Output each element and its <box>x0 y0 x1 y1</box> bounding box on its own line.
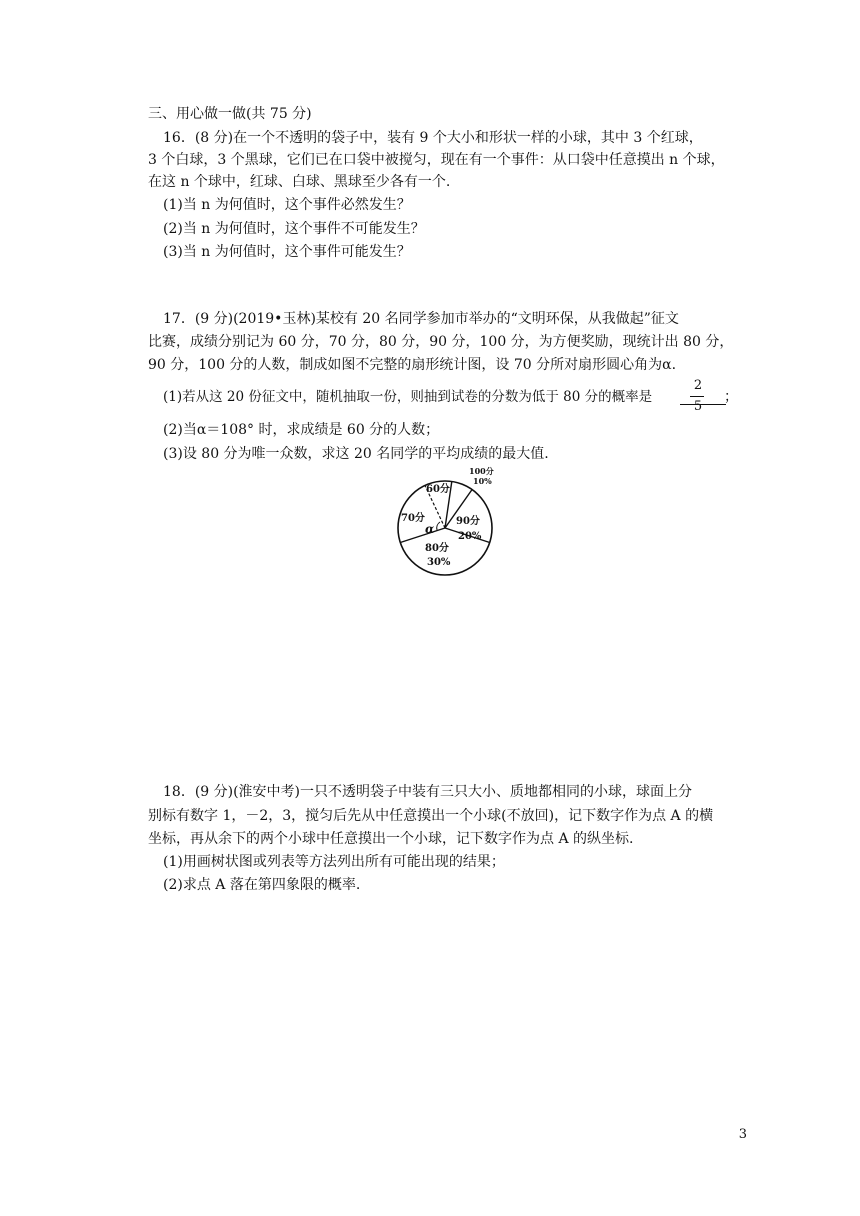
alpha-symbol: α <box>425 522 435 536</box>
q18-line-1: 18．(9 分)(淮安中考)一只不透明袋子中装有三只大小、质地都相同的小球，球面上分 <box>163 784 693 800</box>
pie-chart <box>385 462 505 582</box>
q17-line-3: 90 分，100 分的人数，制成如图不完整的扇形统计图，设 70 分所对扇形圆心角为α. <box>148 357 677 373</box>
q18-line-3: 坐标，再从余下的两个小球中任意摸出一个小球，记下数字作为点 A 的纵坐标. <box>148 831 634 847</box>
section-heading: 三、用心做一做(共 75 分) <box>148 106 312 122</box>
slice-label-80: 80分 <box>425 543 449 554</box>
slice-label-100: 100分 <box>469 466 494 476</box>
q17-part-1-end: ； <box>724 389 738 405</box>
q16-line-2: 3 个白球，3 个黑球，它们已在口袋中被搅匀，现在有一个事件：从口袋中任意摸出 n 个球， <box>148 152 725 168</box>
q17-part-2: (2)当α＝108° 时，求成绩是 60 分的人数； <box>163 422 440 438</box>
slice-pct-90: 20% <box>458 531 482 542</box>
q17-part-3: (3)设 80 分为唯一众数，求这 20 名同学的平均成绩的最大值. <box>163 446 549 462</box>
fraction-bar <box>690 396 704 397</box>
page-number: 3 <box>738 1127 747 1142</box>
slice-label-60: 60分 <box>426 484 450 495</box>
slice-pct-80: 30% <box>427 557 451 568</box>
q16-line-1: 16．(8 分)在一个不透明的袋子中，装有 9 个大小和形状一样的小球，其中 3 个红球， <box>163 130 703 146</box>
slice-pct-100: 10% <box>473 476 492 486</box>
q17-line-1: 17．(9 分)(2019•玉林)某校有 20 名同学参加市举办的“文明环保，从我做起”征文 <box>163 311 679 327</box>
answer-denominator: 5 <box>693 399 703 414</box>
q17-line-2: 比赛，成绩分别记为 60 分，70 分，80 分，90 分，100 分，为方便奖励，现统计出 80 分， <box>148 334 734 350</box>
q18-line-2: 别标有数字 1，－2，3，搅匀后先从中任意摸出一个小球(不放回)，记下数字作为点 A 的横 <box>148 808 714 824</box>
q18-part-1: (1)用画树状图或列表等方法列出所有可能出现的结果； <box>163 854 505 870</box>
q16-part-2: (2)当 n 为何值时，这个事件不可能发生？ <box>163 221 425 237</box>
slice-label-70: 70分 <box>401 513 425 524</box>
q16-part-1: (1)当 n 为何值时，这个事件必然发生？ <box>163 197 411 213</box>
q18-part-2: (2)求点 A 落在第四象限的概率. <box>163 877 361 893</box>
q17-part-1: (1)若从这 20 份征文中，随机抽取一份，则抽到试卷的分数为低于 80 分的概率是 <box>163 389 653 405</box>
slice-label-90: 90分 <box>456 516 480 527</box>
q16-part-3: (3)当 n 为何值时，这个事件可能发生？ <box>163 244 411 260</box>
answer-numerator: 2 <box>693 378 703 393</box>
q16-line-3: 在这 n 个球中，红球、白球、黑球至少各有一个. <box>148 174 451 190</box>
